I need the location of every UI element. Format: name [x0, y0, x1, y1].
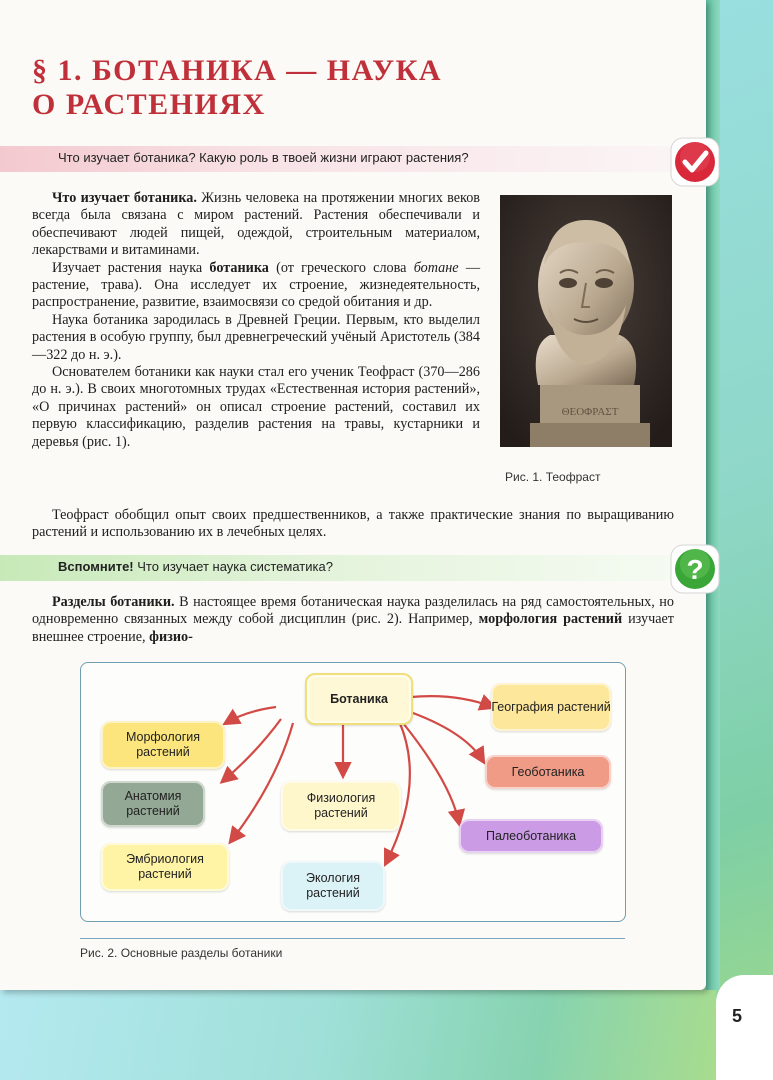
node-botany: Ботаника: [305, 673, 413, 725]
page-title: [32, 54, 592, 122]
arrow-to-anatomy: [223, 719, 281, 781]
node-morphology: Морфология растений: [101, 721, 225, 769]
node-embryology: Эмбриология растений: [101, 843, 229, 891]
node-paleobotany: Палеоботаника: [459, 819, 603, 853]
theophrastus-bust-photo: [500, 195, 672, 447]
botany-branches-diagram: [80, 662, 626, 922]
term-physiology-start: физио-: [149, 628, 193, 645]
paragraph-3: Наука ботаника зародилась в Древней Греции. Первым, кто выделил растения в особую группу, был древнегреческий учёный Аристотель (384—322 до н. э.).: [32, 311, 480, 363]
arrow-to-geobotany: [413, 713, 483, 761]
page-title-line-2: О РАСТЕНИЯХ: [32, 88, 266, 121]
paragraph-1: Что изучает ботаника. Жизнь человека на протяжении многих веков всегда была связана с миром растений. Растения обеспечивали и обеспечивают людей пищей, одеждой, строительным материалом, лекарствами и витаминами.: [32, 190, 480, 259]
bust-plinth-inscription: ΘΕΟΦΡΑΣΤ: [561, 406, 619, 418]
paragraph-5-block: [32, 507, 674, 542]
paragraph-6: Разделы ботаники. В настоящее время ботаническая наука разделилась на ряд самостоятельных, но одновременно связанных между собой дисциплин (рис. 2). Например, морфология растений изучает внешнее строение, физио-: [32, 594, 674, 645]
checkmark-icon: [668, 135, 722, 189]
node-physiology: Физиология растений: [281, 781, 401, 831]
figure-2-rule: [80, 938, 625, 939]
arrow-to-morphology: [226, 707, 276, 723]
paragraph-2: Изучает растения наука ботаника (от греческого слова ботане — растение, трава). Она исследует их строение, жизнедеятельность, распространение, развитие, взаимосвязи со средой обитания и др.: [32, 259, 480, 311]
page-number: 5: [732, 1006, 743, 1026]
page-number-tab: [716, 975, 773, 1080]
paragraph-lead-2: Разделы ботаники.: [52, 594, 175, 610]
figure-1-caption: Рис. 1. Теофраст: [505, 470, 601, 484]
paragraph-4: Основателем ботаники как науки стал его ученик Теофраст (370—286 до н. э.). В своих многотомных трудах «Естественная история растений», «О причинах растений» он описал строение растений, составил их первую классификацию, разделив растения на травы, кустарники и деревья (рис. 1).: [32, 364, 480, 450]
remember-label: Вспомните!: [58, 559, 134, 574]
section-branches-of-botany: [32, 594, 674, 646]
figure-2-caption: Рис. 2. Основные разделы ботаники: [80, 946, 283, 960]
arrow-to-geography: [411, 696, 493, 707]
bust-illustration: [500, 195, 672, 447]
page-background-strip: [0, 990, 716, 1080]
remember-bar-text: Вспомните! Что изучает наука систематика?: [58, 559, 333, 574]
node-geobotany: Геоботаника: [485, 755, 611, 789]
question-bar-text: Что изучает ботаника? Какую роль в твоей жизни играют растения?: [58, 150, 469, 165]
question-mark-icon: [668, 542, 722, 596]
arrow-to-paleobotany: [403, 723, 459, 823]
svg-text:?: ?: [686, 554, 704, 585]
page-title-line-1: § 1. БОТАНИКА — НАУКА: [32, 54, 443, 87]
node-geography: География растений: [491, 683, 611, 731]
node-ecology: Экология растений: [281, 861, 385, 911]
paragraph-5: Теофраст обобщил опыт своих предшественников, а также практические знания по выращиванию растений и использованию их в лечебных целях.: [32, 507, 674, 541]
term-botane: ботане: [413, 259, 459, 276]
term-botany: ботаника: [209, 259, 269, 276]
section-what-botany-studies: [32, 190, 480, 451]
paragraph-lead: Что изучает ботаника.: [52, 190, 197, 206]
term-morphology: морфология растений: [478, 611, 623, 628]
node-anatomy: Анатомия растений: [101, 781, 205, 827]
